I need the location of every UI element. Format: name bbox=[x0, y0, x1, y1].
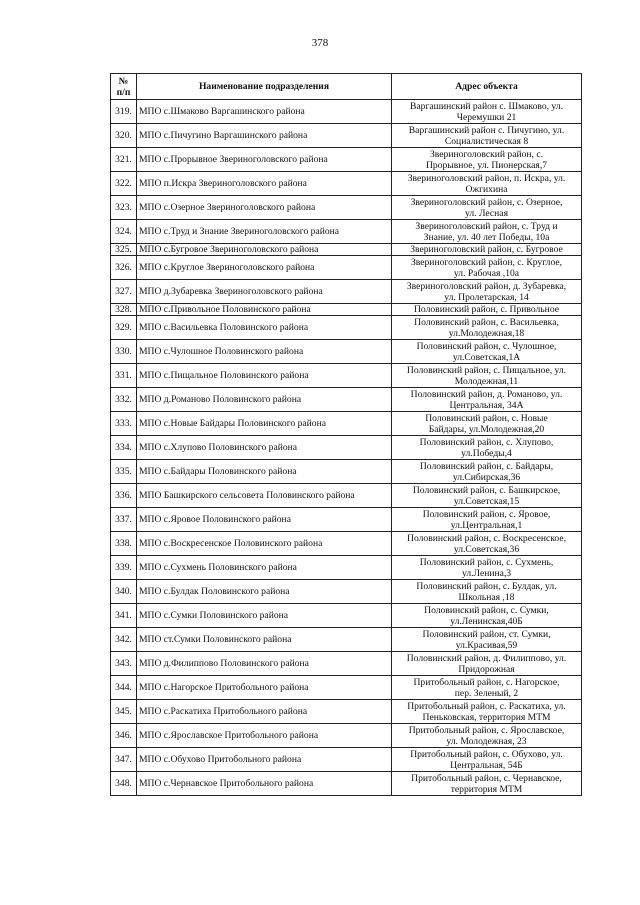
address-line: Социалистическая 8 bbox=[444, 135, 529, 147]
header-address: Адрес объекта bbox=[392, 74, 582, 100]
row-unit-name: МПО с.Чернавское Притобольного района bbox=[137, 772, 392, 796]
row-unit-name: МПО с.Сухмень Половинского района bbox=[137, 556, 392, 580]
row-number: 322. bbox=[111, 172, 137, 196]
row-number: 339. bbox=[111, 556, 137, 580]
address-line: Половинский район, д. Романово, ул. bbox=[410, 388, 563, 400]
table-row bbox=[111, 412, 582, 436]
address-line: Половинский район, с. Чулошное, bbox=[416, 340, 557, 352]
address-line: Половинский район, с. Байдары, bbox=[419, 460, 554, 472]
address-line: Звериноголовский район, с. bbox=[430, 148, 543, 160]
row-address bbox=[392, 748, 582, 772]
address-line: Половинский район, ст. Сумки, bbox=[422, 628, 551, 640]
row-address bbox=[392, 148, 582, 172]
table-row bbox=[111, 460, 582, 484]
row-address bbox=[392, 220, 582, 244]
row-unit-name: МПО с.Чулошное Половинского района bbox=[137, 340, 392, 364]
address-line: Звериноголовский район, с. Бугровое bbox=[410, 244, 563, 255]
row-number: 329. bbox=[111, 316, 137, 340]
table-row bbox=[111, 316, 582, 340]
header-number bbox=[111, 74, 137, 100]
address-line: Половинский район, с. Новые bbox=[425, 412, 548, 424]
row-address bbox=[392, 388, 582, 412]
address-line: Притобольный район, с. Раскатиха, ул. bbox=[407, 700, 566, 712]
row-address bbox=[392, 532, 582, 556]
address-line: Половинский район, д. Филиппово, ул. bbox=[406, 652, 567, 664]
page-number: 378 bbox=[311, 37, 329, 49]
row-number: 333. bbox=[111, 412, 137, 436]
row-address bbox=[392, 124, 582, 148]
address-line: ул. Рабочая ,10а bbox=[453, 267, 520, 279]
row-number: 346. bbox=[111, 724, 137, 748]
address-line: ул.Молодежная,18 bbox=[448, 327, 525, 339]
header-name: Наименование подразделения bbox=[137, 74, 392, 100]
row-unit-name: МПО д.Зубаревка Звериноголовского района bbox=[137, 280, 392, 304]
table-row bbox=[111, 256, 582, 280]
row-number: 331. bbox=[111, 364, 137, 388]
table-row bbox=[111, 436, 582, 460]
row-number: 345. bbox=[111, 700, 137, 724]
row-unit-name: МПО с.Новые Байдары Половинского района bbox=[137, 412, 392, 436]
address-line: Половинский район, с. Васильевка, bbox=[414, 316, 559, 328]
table-row bbox=[111, 748, 582, 772]
row-number: 334. bbox=[111, 436, 137, 460]
row-number: 323. bbox=[111, 196, 137, 220]
row-number: 332. bbox=[111, 388, 137, 412]
row-address bbox=[392, 724, 582, 748]
table-row bbox=[111, 724, 582, 748]
row-number: 319. bbox=[111, 100, 137, 124]
table-row bbox=[111, 148, 582, 172]
address-line: ул.Ленинская,40Б bbox=[450, 615, 523, 627]
address-line: пер. Зеленый, 2 bbox=[454, 687, 519, 699]
table-row bbox=[111, 580, 582, 604]
address-line: Притобольный район, с. Обухово, ул. bbox=[410, 748, 563, 760]
address-line: Черемушки 21 bbox=[456, 111, 517, 123]
row-unit-name: МПО д.Романово Половинского района bbox=[137, 388, 392, 412]
registry-table bbox=[110, 73, 582, 796]
row-unit-name: МПО с.Круглое Звериноголовского района bbox=[137, 256, 392, 280]
row-address bbox=[392, 460, 582, 484]
row-unit-name: МПО с.Воскресенское Половинского района bbox=[137, 532, 392, 556]
row-address bbox=[392, 676, 582, 700]
row-number: 327. bbox=[111, 280, 137, 304]
address-line: ул.Центральная,1 bbox=[450, 519, 523, 531]
row-number: 341. bbox=[111, 604, 137, 628]
table-row bbox=[111, 220, 582, 244]
table-row bbox=[111, 100, 582, 124]
address-line: Придорожная bbox=[458, 663, 515, 675]
address-line: Половинский район, с. Башкирское, bbox=[412, 484, 561, 496]
address-line: Притобольный район, с. Чернавское, bbox=[411, 772, 562, 784]
address-line: Звериноголовский район, п. Искра, ул. bbox=[407, 172, 566, 184]
row-number: 338. bbox=[111, 532, 137, 556]
row-unit-name: МПО с.Шмаково Варгашинского района bbox=[137, 100, 392, 124]
address-line: Центральная, 34А bbox=[449, 399, 524, 411]
address-line: Прорывное, ул. Пионерская,7 bbox=[425, 159, 548, 171]
row-number: 330. bbox=[111, 340, 137, 364]
row-address bbox=[392, 304, 582, 316]
header-number-line: № bbox=[118, 75, 129, 87]
address-line: Звериноголовский район, с. Труд и bbox=[415, 220, 558, 232]
row-address bbox=[392, 172, 582, 196]
address-line: ул. Пролетарская, 14 bbox=[444, 291, 529, 303]
table-row bbox=[111, 388, 582, 412]
address-line: Знание, ул. 40 лет Победы, 10а bbox=[423, 231, 550, 243]
row-unit-name: МПО с.Обухово Притобольного района bbox=[137, 748, 392, 772]
row-unit-name: МПО с.Привольное Половинского района bbox=[137, 304, 392, 316]
row-address bbox=[392, 772, 582, 796]
row-address bbox=[392, 340, 582, 364]
row-unit-name: МПО п.Искра Звериноголовского района bbox=[137, 172, 392, 196]
row-unit-name: МПО с.Булдак Половинского района bbox=[137, 580, 392, 604]
row-number: 326. bbox=[111, 256, 137, 280]
address-line: Половинский район, с. Воскресенское, bbox=[407, 532, 566, 544]
row-number: 325. bbox=[111, 244, 137, 256]
table-row bbox=[111, 172, 582, 196]
row-address bbox=[392, 412, 582, 436]
row-number: 328. bbox=[111, 304, 137, 316]
address-line: ул.Советская,15 bbox=[453, 495, 520, 507]
address-line: Притобольный район, с. Нагорское, bbox=[413, 676, 560, 688]
row-number: 343. bbox=[111, 652, 137, 676]
row-address bbox=[392, 316, 582, 340]
table-row bbox=[111, 532, 582, 556]
row-number: 347. bbox=[111, 748, 137, 772]
row-address bbox=[392, 436, 582, 460]
address-line: территория МТМ bbox=[450, 783, 523, 795]
table-row bbox=[111, 304, 582, 316]
address-line: Половинский район, с. Хлупово, bbox=[419, 436, 554, 448]
row-address bbox=[392, 604, 582, 628]
table-body bbox=[111, 100, 582, 796]
row-number: 335. bbox=[111, 460, 137, 484]
table-row bbox=[111, 508, 582, 532]
address-line: Притобольный район, с. Ярославское, bbox=[408, 724, 565, 736]
address-line: Половинский район, с. Яровое, bbox=[422, 508, 551, 520]
row-unit-name: МПО с.Пичугино Варгашинского района bbox=[137, 124, 392, 148]
table-row bbox=[111, 556, 582, 580]
address-line: Пеньковская, территория МТМ bbox=[422, 711, 551, 723]
row-address bbox=[392, 256, 582, 280]
address-line: ул.Сибирская,36 bbox=[452, 471, 521, 483]
table-row bbox=[111, 484, 582, 508]
row-address bbox=[392, 556, 582, 580]
row-unit-name: МПО с.Пищальное Половинского района bbox=[137, 364, 392, 388]
address-line: Байдары, ул.Молодежная,20 bbox=[428, 423, 545, 435]
table-row bbox=[111, 124, 582, 148]
row-unit-name: МПО ст.Сумки Половинского района bbox=[137, 628, 392, 652]
row-address bbox=[392, 580, 582, 604]
address-line: Звериноголовский район, с. Круглое, bbox=[410, 256, 563, 268]
row-number: 337. bbox=[111, 508, 137, 532]
table-row bbox=[111, 604, 582, 628]
row-unit-name: МПО Башкирского сельсовета Половинского района bbox=[137, 484, 392, 508]
row-address bbox=[392, 700, 582, 724]
row-number: 348. bbox=[111, 772, 137, 796]
row-unit-name: МПО с.Байдары Половинского района bbox=[137, 460, 392, 484]
address-line: ул.Советская,36 bbox=[453, 543, 520, 555]
row-address bbox=[392, 244, 582, 256]
row-number: 320. bbox=[111, 124, 137, 148]
row-unit-name: МПО с.Ярославское Притобольного района bbox=[137, 724, 392, 748]
row-address bbox=[392, 364, 582, 388]
row-address bbox=[392, 100, 582, 124]
row-number: 342. bbox=[111, 628, 137, 652]
address-line: Половинский район, с. Сумки, bbox=[424, 604, 549, 616]
table-header-row bbox=[111, 74, 582, 100]
row-unit-name: МПО с.Бугровое Звериноголовского района bbox=[137, 244, 392, 256]
address-line: Молодежная,11 bbox=[454, 375, 519, 387]
address-line: ул. Лесная bbox=[465, 207, 508, 219]
row-unit-name: МПО с.Прорывное Звериноголовского района bbox=[137, 148, 392, 172]
address-line: Ожгихина bbox=[465, 183, 508, 195]
row-number: 340. bbox=[111, 580, 137, 604]
row-unit-name: МПО с.Раскатиха Притобольного района bbox=[137, 700, 392, 724]
row-unit-name: МПО с.Труд и Знание Звериноголовского района bbox=[137, 220, 392, 244]
table-row bbox=[111, 340, 582, 364]
table-row bbox=[111, 628, 582, 652]
row-unit-name: МПО с.Сумки Половинского района bbox=[137, 604, 392, 628]
row-address bbox=[392, 508, 582, 532]
address-line: Звериноголовский район, с. Озерное, bbox=[410, 196, 563, 208]
row-number: 321. bbox=[111, 148, 137, 172]
table-row bbox=[111, 244, 582, 256]
address-line: Половинский район, с. Привольное bbox=[413, 304, 559, 315]
row-unit-name: МПО с.Яровое Половинского района bbox=[137, 508, 392, 532]
table-row bbox=[111, 652, 582, 676]
row-address bbox=[392, 628, 582, 652]
table-row bbox=[111, 280, 582, 304]
row-unit-name: МПО с.Васильевка Половинского района bbox=[137, 316, 392, 340]
table-row bbox=[111, 772, 582, 796]
address-line: ул. Молодежная, 23 bbox=[446, 735, 527, 747]
address-line: Половинский район, с. Сухмень, bbox=[419, 556, 554, 568]
row-number: 324. bbox=[111, 220, 137, 244]
row-unit-name: МПО с.Озерное Звериноголовского района bbox=[137, 196, 392, 220]
address-line: Звериноголовский район, д. Зубаревка, bbox=[406, 280, 567, 292]
row-address bbox=[392, 280, 582, 304]
row-unit-name: МПО с.Нагорское Притобольного района bbox=[137, 676, 392, 700]
address-line: Школьная ,18 bbox=[458, 591, 515, 603]
row-address bbox=[392, 196, 582, 220]
row-number: 344. bbox=[111, 676, 137, 700]
address-line: ул.Победы,4 bbox=[461, 447, 512, 459]
address-line: Варгашинский район с. Шмаково, ул. bbox=[410, 100, 563, 112]
address-line: Половинский район, с. Булдак, ул. bbox=[416, 580, 557, 592]
address-line: Половинский район, с. Пищальное, ул. bbox=[406, 364, 567, 376]
address-line: Варгашинский район с. Пичугино, ул. bbox=[408, 124, 565, 136]
row-unit-name: МПО д.Филиппово Половинского района bbox=[137, 652, 392, 676]
table-row bbox=[111, 676, 582, 700]
table-row bbox=[111, 364, 582, 388]
table-row bbox=[111, 196, 582, 220]
address-line: ул.Советская,1А bbox=[452, 351, 521, 363]
row-unit-name: МПО с.Хлупово Половинского района bbox=[137, 436, 392, 460]
address-line: ул.Красивая,59 bbox=[455, 639, 518, 651]
address-line: ул.Ленина,3 bbox=[461, 567, 512, 579]
address-line: Центральная, 54Б bbox=[450, 759, 523, 771]
row-address bbox=[392, 484, 582, 508]
header-number-line: п/п bbox=[116, 86, 131, 98]
table-row bbox=[111, 700, 582, 724]
row-number: 336. bbox=[111, 484, 137, 508]
row-address bbox=[392, 652, 582, 676]
